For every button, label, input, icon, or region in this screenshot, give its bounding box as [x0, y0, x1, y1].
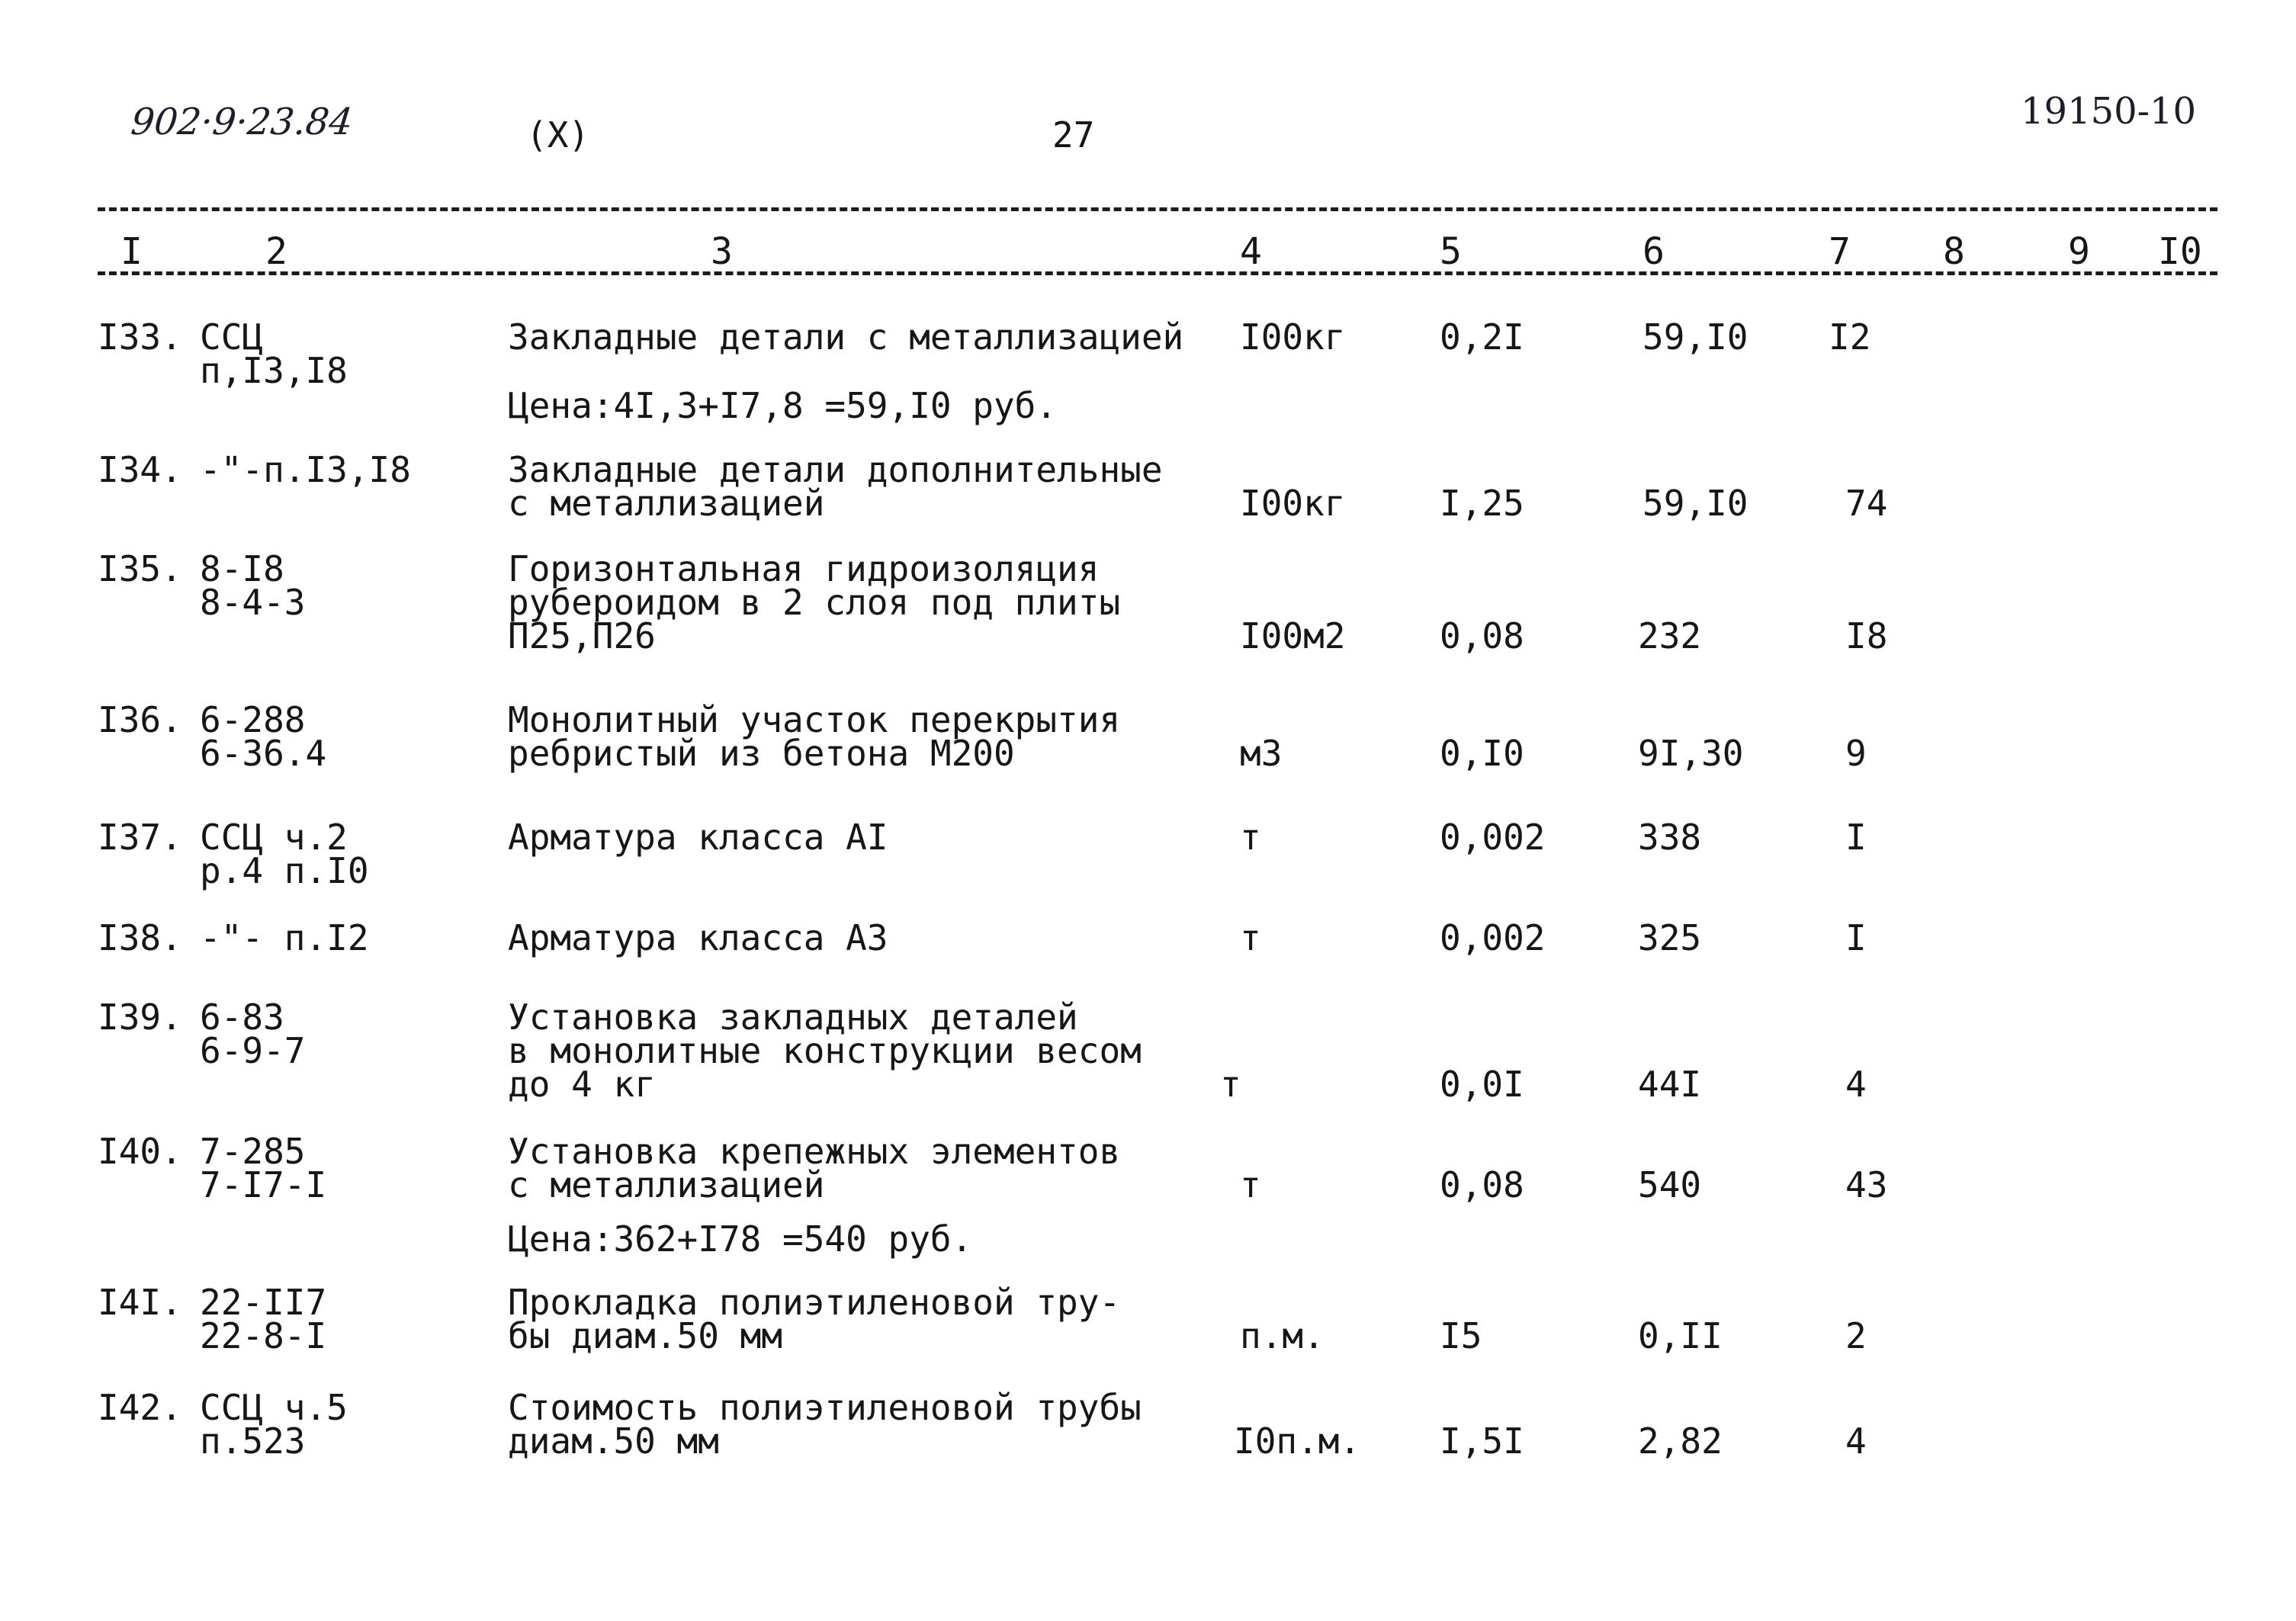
- description-cell: [508, 1282, 1121, 1356]
- total-cell: I: [1845, 817, 1867, 858]
- description-line: рубероидом в 2 слоя под плиты: [508, 582, 1121, 623]
- row-number: I36.: [98, 699, 182, 740]
- code-cell: [200, 1282, 327, 1356]
- code-line: ССЦ ч.5: [200, 1387, 348, 1428]
- description-cell: [508, 699, 1121, 774]
- code-line: 6-83: [200, 997, 284, 1038]
- row-number: I39.: [98, 997, 182, 1038]
- unit-cell: м3: [1240, 733, 1283, 774]
- code-cell: [200, 548, 306, 623]
- unit-cell: п.м.: [1240, 1315, 1325, 1356]
- description-line: бы диам.50 мм: [508, 1315, 783, 1356]
- total-cell: I8: [1845, 615, 1888, 656]
- code-line: ССЦ ч.2: [200, 817, 348, 858]
- description-cell: [508, 917, 888, 958]
- total-cell: 9: [1845, 733, 1867, 774]
- description-line: Стоимость полиэтиленовой трубы: [508, 1387, 1142, 1428]
- quantity-cell: 0,I0: [1440, 733, 1524, 774]
- row-number: I40.: [98, 1131, 182, 1172]
- description-line: с металлизацией: [508, 1164, 825, 1205]
- code-line: 22-II7: [200, 1282, 327, 1323]
- description-line: с металлизацией: [508, 483, 825, 524]
- code-line: п.523: [200, 1420, 306, 1462]
- column-number: 5: [1440, 230, 1462, 273]
- unit-cell: I00м2: [1240, 615, 1346, 656]
- total-cell: 74: [1845, 483, 1888, 524]
- description-line: Закладные детали с металлизацией: [508, 316, 1184, 358]
- column-number: I: [120, 230, 143, 273]
- row-number: I37.: [98, 817, 182, 858]
- description-cell: [508, 449, 1163, 524]
- column-number: 3: [711, 230, 733, 273]
- row-number: I38.: [98, 917, 182, 958]
- row-number: I34.: [98, 449, 182, 490]
- total-cell: I: [1845, 917, 1867, 958]
- unit-cell: I00кг: [1240, 483, 1346, 524]
- row-number: I42.: [98, 1387, 182, 1428]
- code-line: ССЦ: [200, 316, 264, 358]
- quantity-cell: 0,08: [1440, 1164, 1524, 1205]
- column-number: 6: [1643, 230, 1665, 273]
- code-cell: [200, 449, 411, 490]
- row-number: I33.: [98, 316, 182, 358]
- code-line: 22-8-I: [200, 1315, 327, 1356]
- code-cell: [200, 817, 369, 891]
- description-line: диам.50 мм: [508, 1420, 719, 1462]
- code-line: 8-I8: [200, 548, 284, 589]
- unit-cost-cell: 2,82: [1638, 1420, 1723, 1462]
- total-cell: I2: [1829, 316, 1871, 358]
- description-cell: [508, 1131, 1121, 1205]
- unit-cost-cell: 338: [1638, 817, 1702, 858]
- unit-cost-cell: 9I,30: [1638, 733, 1744, 774]
- column-number: I0: [2158, 230, 2202, 273]
- total-cell: 4: [1845, 1420, 1867, 1462]
- price-note: Цена:362+I78 =540 руб.: [508, 1218, 973, 1260]
- quantity-cell: I5: [1440, 1315, 1482, 1356]
- row-number: I4I.: [98, 1282, 182, 1323]
- unit-cost-cell: 232: [1638, 615, 1702, 656]
- column-number: 8: [1943, 230, 1965, 273]
- code-line: р.4 п.I0: [200, 850, 369, 891]
- column-number: 4: [1240, 230, 1262, 273]
- quantity-cell: 0,002: [1440, 917, 1546, 958]
- code-line: 6-9-7: [200, 1030, 306, 1071]
- column-number: 9: [2068, 230, 2090, 273]
- page-number: 27: [1052, 114, 1095, 156]
- unit-cell: I0п.м.: [1234, 1420, 1361, 1462]
- total-cell: 4: [1845, 1064, 1867, 1105]
- description-line: Прокладка полиэтиленовой тру-: [508, 1282, 1121, 1323]
- quantity-cell: 0,002: [1440, 817, 1546, 858]
- description-line: ребристый из бетона М200: [508, 733, 1015, 774]
- code-cell: [200, 316, 348, 391]
- description-cell: [508, 997, 1142, 1105]
- row-number: I35.: [98, 548, 182, 589]
- unit-cell: т: [1240, 1164, 1261, 1205]
- unit-cost-cell: 59,I0: [1643, 316, 1748, 358]
- description-line: Арматура класса A3: [508, 917, 888, 958]
- code-line: 7-I7-I: [200, 1164, 327, 1205]
- code-line: 8-4-3: [200, 582, 306, 623]
- description-line: Горизонтальная гидроизоляция: [508, 548, 1100, 589]
- description-line: П25,П26: [508, 615, 656, 656]
- quantity-cell: 0,0I: [1440, 1064, 1524, 1105]
- description-line: Закладные детали дополнительные: [508, 449, 1163, 490]
- unit-cost-cell: 0,II: [1638, 1315, 1723, 1356]
- unit-cost-cell: 325: [1638, 917, 1702, 958]
- unit-cell: т: [1240, 917, 1261, 958]
- description-cell: [508, 548, 1121, 656]
- unit-cell: т: [1220, 1064, 1241, 1105]
- description-line: Установка крепежных элементов: [508, 1131, 1121, 1172]
- unit-cell: I00кг: [1240, 316, 1346, 358]
- code-line: 6-36.4: [200, 733, 327, 774]
- description-line: Установка закладных деталей: [508, 997, 1078, 1038]
- section-label: (X): [526, 114, 590, 156]
- total-cell: 43: [1845, 1164, 1888, 1205]
- unit-cell: т: [1240, 817, 1261, 858]
- code-cell: [200, 917, 369, 958]
- description-line: до 4 кг: [508, 1064, 656, 1105]
- quantity-cell: 0,08: [1440, 615, 1524, 656]
- unit-cost-cell: 44I: [1638, 1064, 1702, 1105]
- code-cell: [200, 1387, 348, 1462]
- price-note: Цена:4I,3+I7,8 =59,I0 руб.: [508, 385, 1058, 426]
- code-line: п,I3,I8: [200, 350, 348, 391]
- registration-stamp: 19150-10: [2021, 90, 2196, 133]
- unit-cost-cell: 59,I0: [1643, 483, 1748, 524]
- unit-cost-cell: 540: [1638, 1164, 1702, 1205]
- quantity-cell: 0,2I: [1440, 316, 1524, 358]
- quantity-cell: I,25: [1440, 483, 1524, 524]
- header-dashed-rule: [98, 271, 2217, 275]
- quantity-cell: I,5I: [1440, 1420, 1524, 1462]
- description-line: Монолитный участок перекрытия: [508, 699, 1121, 740]
- description-cell: [508, 316, 1184, 358]
- description-line: Арматура класса AI: [508, 817, 888, 858]
- code-line: 6-288: [200, 699, 306, 740]
- column-number: 7: [1829, 230, 1851, 273]
- code-line: -"-п.I3,I8: [200, 449, 411, 490]
- total-cell: 2: [1845, 1315, 1867, 1356]
- code-line: -"- п.I2: [200, 917, 369, 958]
- code-cell: [200, 1131, 327, 1205]
- top-dashed-rule: [98, 207, 2217, 211]
- description-cell: [508, 817, 888, 858]
- description-cell: [508, 1387, 1142, 1462]
- code-cell: [200, 699, 327, 774]
- document-code-handwritten: 902·9·23.84: [129, 101, 355, 143]
- column-number: 2: [265, 230, 287, 273]
- code-line: 7-285: [200, 1131, 306, 1172]
- description-line: в монолитные конструкции весом: [508, 1030, 1142, 1071]
- code-cell: [200, 997, 306, 1071]
